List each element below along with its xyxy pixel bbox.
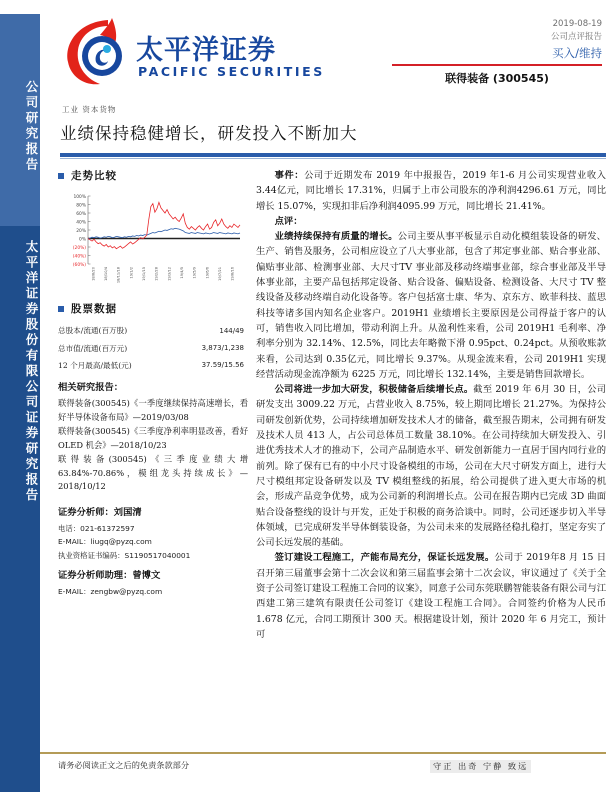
- stock-name-code: 联得装备 (300545): [445, 72, 549, 85]
- stock-data-value: 144/49: [219, 326, 244, 335]
- paragraph-lead: 公司将进一步加大研发，积极储备后续增长点。: [274, 384, 474, 396]
- body-paragraph: 业绩持续保持有质量的增长。公司主要从事平板显示自动化模组装设备的研发、生产、销售及服务，公司相应设立了八大事业部，包含了邦定事业部、贴合事业部、偏贴事业部、检测事业部、大尺寸TV 事业部及移动终端事业部，综合事业部及半导体事业部，主要产品包括邦定设备、贴合设备、偏贴设备、检测设备、大尺寸 TV 整线设备及移动终端自动化设备等。客户包括富士康、华为、京东方、欧菲科技、蓝思科技等诸多国内知名企业客户。2019H1 业绩增长主要原因是公司得益于客户的认可，销售收入同比增加，带动利润上升。从盈利性来看，公司 2019H1 毛利率、净利率分别为 32.14%、12.5%，同比去年略微下滑 0.95pct、0.24pct。从预收账款来看，公司达到 0.35亿元，同比增长 9.37%。从现金流来看，公司 2019H1 实现经营活动现金流净额为 6225 万元，同比增长 132.14%，主要是销售回款增长。: [256, 231, 606, 380]
- svg-text:18/10/4: 18/10/4: [104, 267, 108, 281]
- brand-logo: [62, 16, 362, 90]
- page-title: 业绩保持稳健增长，研发投入不断加大: [60, 124, 358, 143]
- svg-text:19/1/2: 19/1/2: [129, 267, 134, 279]
- pacific-securities-logo-icon: [62, 16, 128, 86]
- analyst-block: [58, 504, 248, 599]
- svg-text:19/8/16: 19/8/16: [230, 267, 235, 281]
- related-reports: [58, 379, 248, 494]
- sidebar-bottom-label: 太平洋证券股份有限公司证券研究报告: [24, 240, 39, 504]
- body-paragraph: 公司将进一步加大研发，积极储备后续增长点。截至 2019 年 6月 30 日，公司研发支出 3009.22 万元，占营业收入 8.75%，较上期同比增长 21.27%。为保持公司研发创新优势，公司持续增加研发技术人才的储备，截至报告期末，公司拥有研发及技术人员 413 人，占公司总体员工数量 38.10%。在公司持续加大研发投入、引进优秀技术人才的推动下，公司产品制造水平、研发创新能力一直居于国内同行业的前列。除了保有已有的中小尺寸设备模组的市场，公司在大尺寸研发方面上，进行大尺寸模组邦定设备研发以及 TV 模组整线的拓展，给公司提供了进入更大市场的机会，形成产品竞争优势，成为公司新的利润增长点。公司在报告期内已完成 3D 曲面贴合设备整线的设计与开发，正处于积极的商务洽谈中。同时，公司还逐步切入半导体领域，已完成研发半导体倒装设备，为公司未来的发展路径稳扎稳打，坚定夯实了公司长远发展的基础。: [256, 384, 606, 549]
- paragraph-lead: 业绩持续保持有质量的增长。: [274, 231, 398, 243]
- svg-text:19/7/21: 19/7/21: [218, 267, 222, 281]
- header-divider-thin: [60, 158, 606, 159]
- footer-disclaimer: 请务必阅读正文之后的免责条款部分: [58, 760, 190, 770]
- svg-text:19/5/9: 19/5/9: [192, 267, 197, 279]
- table-row: [58, 339, 244, 356]
- related-report-item[interactable]: 联得装备(300545)《三季度业绩大增63.84%-70.86%，模组龙头持续成长》—2018/10/12: [58, 454, 248, 492]
- sidebar-top-label: 公司研究报告: [24, 79, 39, 173]
- left-sidebar: [0, 0, 40, 792]
- svg-text:19/6/6: 19/6/6: [205, 267, 210, 279]
- left-column: [58, 168, 248, 599]
- logo-english-name: PACIFIC SECURITIES: [138, 64, 325, 79]
- assistant-name: 证券分析师助理：曾博文: [58, 570, 161, 582]
- logo-chinese-name: 太平洋证券: [136, 35, 276, 66]
- stock-data-table: [58, 322, 244, 374]
- analyst-email: E-MAIL：liugq@pyzq.com: [58, 537, 152, 547]
- svg-text:19/4/5: 19/4/5: [180, 267, 184, 279]
- stock-data-label: 12 个月最高/最低(元): [58, 360, 132, 370]
- stock-data-value: 37.59/15.56: [201, 361, 244, 370]
- report-date: 2019-08-19: [552, 19, 602, 29]
- svg-text:19/1/15: 19/1/15: [142, 267, 146, 281]
- report-body: [256, 168, 606, 642]
- svg-text:18/11/18: 18/11/18: [116, 267, 121, 284]
- price-comparison-chart: [58, 190, 244, 295]
- paragraph-lead: 事件：: [274, 170, 305, 181]
- chart-section-heading: [58, 168, 248, 183]
- analyst-cert: 执业资格证书编码：S1190517040001: [58, 550, 191, 560]
- report-type: 公司点评报告: [550, 32, 602, 42]
- stock-data-value: 3,873/1,238: [201, 344, 244, 353]
- investment-rating: 买入/维持: [552, 46, 602, 60]
- stock-data-label: 总市值/流通(百万元): [58, 343, 128, 353]
- stock-data-label: 股票数据: [71, 303, 117, 315]
- svg-text:18/8/20: 18/8/20: [91, 267, 96, 281]
- related-reports-heading: 相关研究报告：: [58, 382, 124, 394]
- footer-rule: [40, 752, 606, 754]
- body-paragraph: 签订建设工程施工，产能布局充分，保证长远发展。公司于 2019年8 月 15 日召开第三届董事会第十二次会议和第三届监事会第十二次会议，审议通过了《关于全资子公司签订建设工程施工合同的议案》，同意子公司东莞联鹏智能装备有限公司与江西建工第三建筑有限责任公司签订《建设工程施工合同》。合同签约价格为人民币 1.678 亿元，合同工期预计 300 天。根据建设计划，预计 2020 年 6 月完工，预计可: [256, 552, 606, 640]
- svg-text:40%: 40%: [76, 220, 86, 226]
- related-report-item[interactable]: 联得装备(300545)《三季度净利率明显改善，看好 OLED 机会》—2018/10/23: [58, 426, 248, 450]
- svg-text:(20%): (20%): [72, 246, 86, 251]
- svg-text:(60%): (60%): [72, 263, 86, 268]
- svg-text:0%: 0%: [79, 237, 86, 243]
- svg-text:100%: 100%: [73, 195, 86, 200]
- assistant-email: E-MAIL：zengbw@pyzq.com: [58, 587, 163, 597]
- body-paragraph: 事件：公司于近期发布 2019 年中报报告，2019 年1-6 月公司实现营业收入3.44亿元，同比增长 17.31%，归属于上市公司股东的净利润4296.61 万元，同比增长 15.07%，实现扣非后净利润4095.99 万元，同比增长 21.41%。: [256, 170, 606, 212]
- svg-text:(40%): (40%): [72, 254, 86, 260]
- svg-text:19/2/28: 19/2/28: [154, 267, 159, 281]
- square-bullet-icon: [58, 173, 64, 179]
- table-row: [58, 322, 244, 339]
- industry-tags: 工业 资本货物: [62, 105, 117, 114]
- chart-heading-label: 走势比较: [71, 170, 117, 182]
- stock-data-label: 总股本/流通(百万股): [58, 326, 128, 336]
- table-row: [58, 357, 244, 374]
- report-meta: [392, 18, 602, 86]
- paragraph-lead: 签订建设工程施工，产能布局充分，保证长远发展。: [274, 552, 495, 564]
- related-report-item[interactable]: 联得装备(300545)《一季度继续保持高速增长，看好半导体设备布局》—2019/03/08: [58, 398, 248, 422]
- paragraph-lead: 点评：: [274, 215, 303, 227]
- square-bullet-icon: [58, 306, 64, 312]
- header-rule: [392, 64, 602, 66]
- header-divider: [60, 153, 606, 157]
- svg-text:60%: 60%: [76, 212, 86, 217]
- analyst-phone: 电话：021-61372597: [58, 523, 135, 533]
- svg-text:19/3/12: 19/3/12: [167, 267, 172, 281]
- analyst-name: 证券分析师：刘国清: [58, 506, 142, 518]
- svg-text:20%: 20%: [76, 229, 86, 234]
- body-paragraph: [256, 214, 606, 229]
- stock-data-heading: [58, 301, 248, 316]
- svg-text:80%: 80%: [76, 203, 86, 209]
- footer-slogan: 守正 出奇 宁静 致远: [430, 760, 531, 773]
